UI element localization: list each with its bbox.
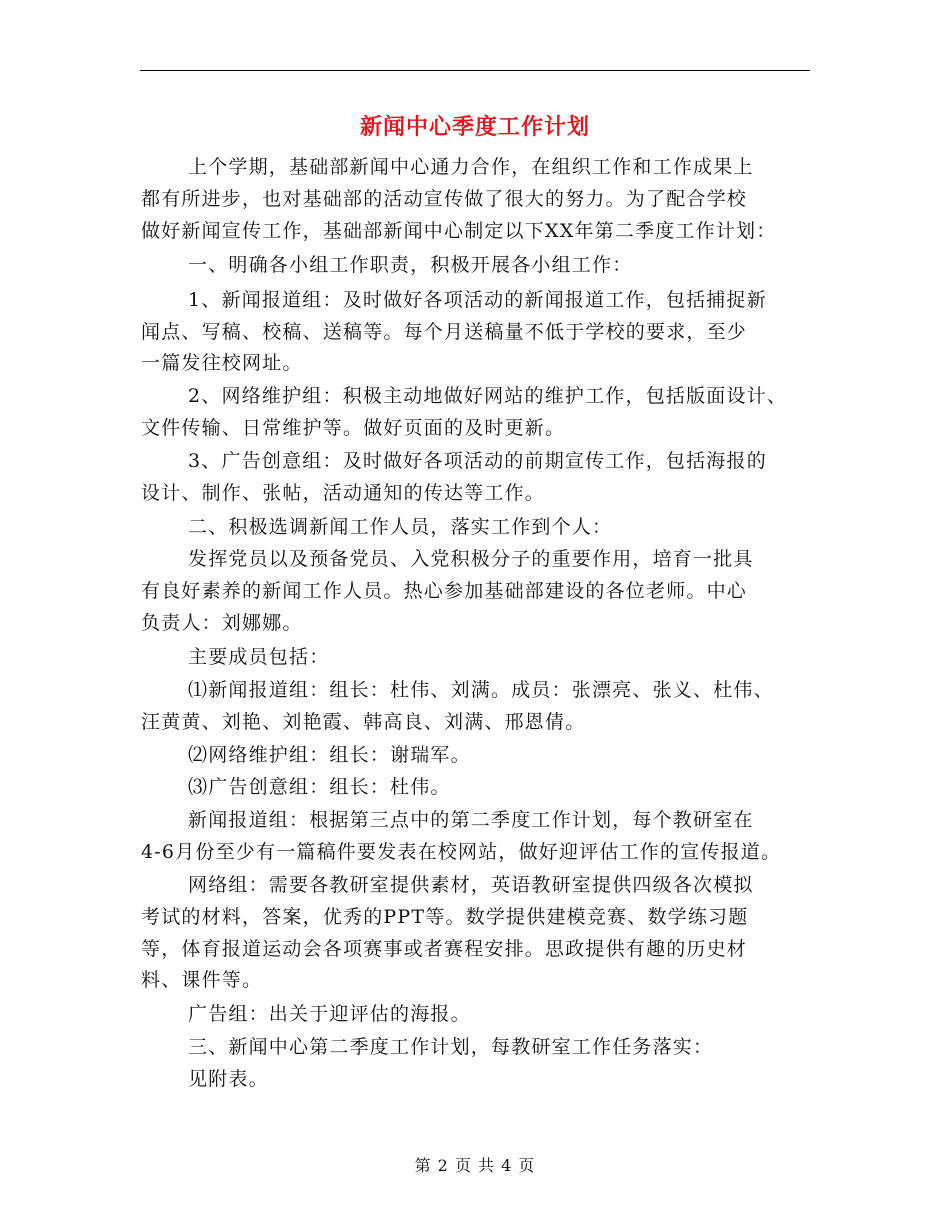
paragraph-line: 发挥党员以及预备党员、入党积极分子的重要作用，培育一批具 (188, 548, 754, 570)
paragraph-line: 考试的材料，答案，优秀的PPT等。数学提供建模竞赛、数学练习题 (141, 906, 749, 928)
paragraph-line: 3、广告创意组：及时做好各项活动的前期宣传工作，包括海报的 (188, 450, 767, 472)
paragraph-line: 一篇发往校网址。 (141, 352, 303, 374)
paragraph-line: 都有所进步，也对基础部的活动宣传做了很大的努力。为了配合学校 (141, 188, 748, 210)
paragraph-line: 料、课件等。 (141, 969, 263, 991)
document-title: 新闻中心季度工作计划 (359, 114, 590, 140)
paragraph-line: 网络组：需要各教研室提供素材，英语教研室提供四级各次模拟 (188, 874, 754, 896)
header-rule (140, 70, 810, 71)
section-heading: 二、积极选调新闻工作人员，落实工作到个人： (188, 516, 613, 538)
paragraph-line: 等，体育报道运动会各项赛事或者赛程安排。思政提供有趣的历史材 (141, 938, 748, 960)
paragraph-line: 广告组：出关于迎评估的海报。 (188, 1003, 471, 1025)
paragraph-line: 汪黄黄、刘艳、刘艳霞、韩高良、刘满、邢恩倩。 (141, 711, 586, 733)
paragraph-line: 闻点、写稿、校稿、送稿等。每个月送稿量不低于学校的要求，至少 (141, 321, 748, 343)
paragraph-line: 上个学期，基础部新闻中心通力合作，在组织工作和工作成果上 (188, 156, 754, 178)
paragraph-line: 设计、制作、张帖，活动通知的传达等工作。 (141, 482, 546, 504)
paragraph-line: ⑵网络维护组：组长：谢瑞军。 (188, 744, 471, 766)
paragraph-line: 主要成员包括： (188, 646, 330, 668)
paragraph-line: ⑴新闻报道组：组长：杜伟、刘满。成员：张漂亮、张义、杜伟、 (188, 679, 774, 701)
paragraph-line: 负责人：刘娜娜。 (141, 612, 303, 634)
paragraph-line: 1、新闻报道组：及时做好各项活动的新闻报道工作，包括捕捉新 (188, 289, 767, 311)
paragraph-line: 新闻报道组：根据第三点中的第二季度工作计划，每个教研室在 (188, 809, 754, 831)
paragraph-line: 做好新闻宣传工作，基础部新闻中心制定以下XX年第二季度工作计划： (141, 220, 777, 242)
paragraph-line: 有良好素养的新闻工作人员。热心参加基础部建设的各位老师。中心 (141, 580, 748, 602)
paragraph-line: 见附表。 (188, 1068, 269, 1090)
paragraph-line: 2、网络维护组：积极主动地做好网站的维护工作，包括版面设计、 (188, 385, 788, 407)
paragraph-line: 文件传输、日常维护等。做好页面的及时更新。 (141, 417, 566, 439)
paragraph-line: ⑶广告创意组：组长：杜伟。 (188, 776, 451, 798)
paragraph-line: 4-6月份至少有一篇稿件要发表在校网站，做好迎评估工作的宣传报道。 (141, 841, 782, 863)
page-number: 第 2 页 共 4 页 (414, 1156, 536, 1175)
section-heading: 一、明确各小组工作职责，积极开展各小组工作： (188, 254, 633, 276)
section-heading: 三、新闻中心第二季度工作计划，每教研室工作任务落实： (188, 1036, 714, 1058)
